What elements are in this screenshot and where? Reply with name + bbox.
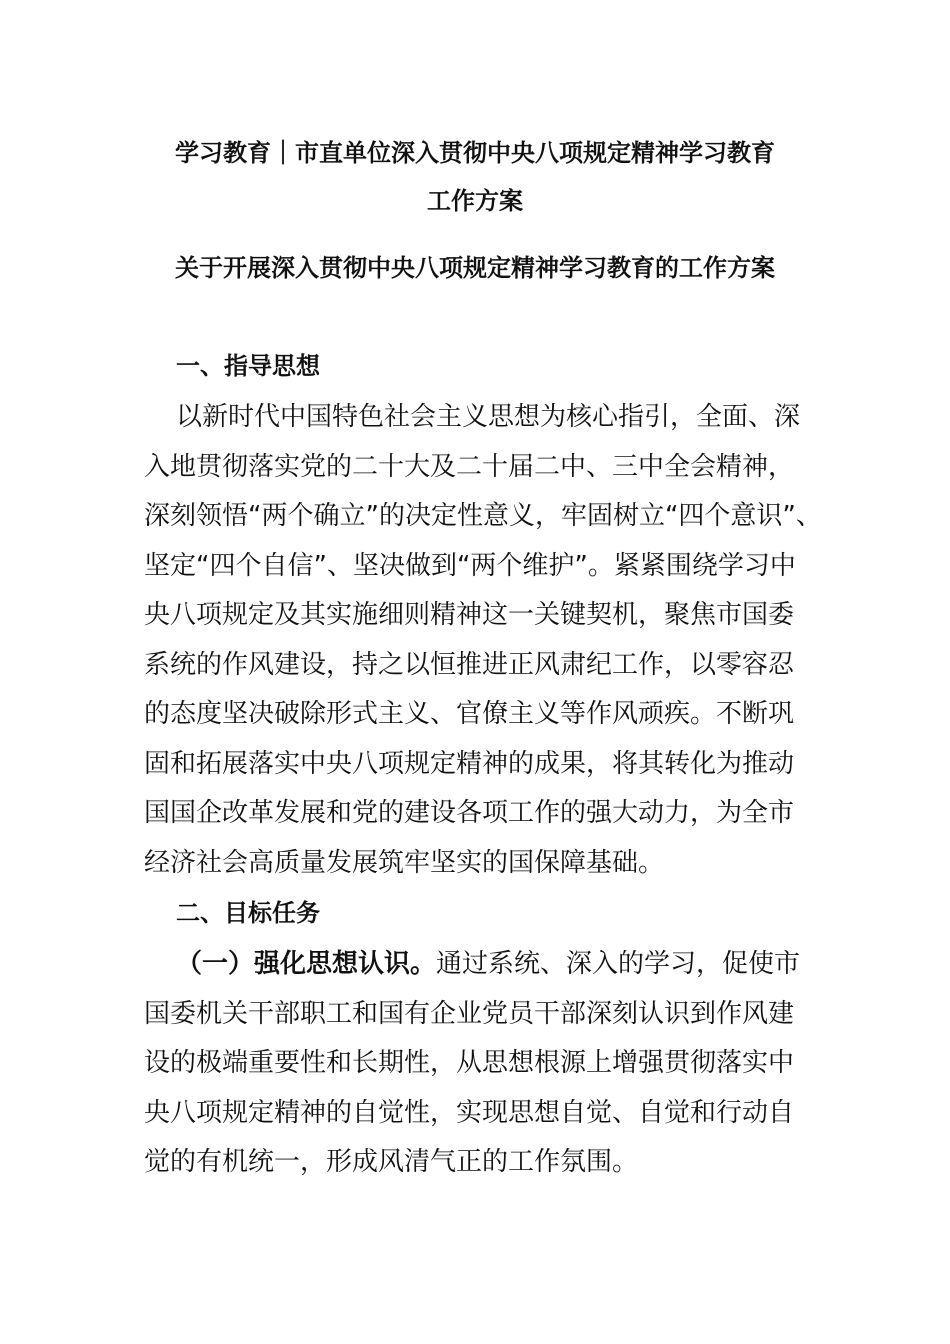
paragraph-line: 的态度坚决破除形式主义、官僚主义等作风顽疾。不断巩 — [144, 699, 795, 729]
paragraph-line: 设的极端重要性和长期性，从思想根源上增强贯彻落实中 — [144, 1048, 795, 1078]
item-lead-rest: 通过系统、深入的学习，促使市 — [436, 949, 801, 979]
section-heading-guiding-ideology: 一、指导思想 — [176, 352, 320, 380]
section-body-goals-tasks — [144, 940, 814, 1188]
paragraph-line: 系统的作风建设，持之以恒推进正风肃纪工作，以零容忍 — [144, 649, 795, 680]
paragraph-line: 经济社会高质量发展筑牢坚实的国保障基础。 — [144, 847, 665, 878]
paragraph-line: 央八项规定精神的自觉性，实现思想自觉、自觉和行动自 — [144, 1097, 795, 1128]
paragraph-line: 觉的有机统一，形成风清气正的工作氛围。 — [144, 1147, 639, 1177]
document-subtitle: 关于开展深入贯彻中央八项规定精神学习教育的工作方案 — [175, 254, 775, 282]
item-lead-strengthen-ideology: （一）强化思想认识。 — [176, 949, 437, 979]
paragraph-line: 固和拓展落实中央八项规定精神的成果，将其转化为推动 — [144, 748, 795, 779]
section-heading-goals-tasks: 二、目标任务 — [176, 899, 320, 927]
paragraph-line: 央八项规定及其实施细则精神这一关键契机，聚焦市国委 — [144, 600, 795, 630]
paragraph-line: 深刻领悟“两个确立”的决定性意义，牢固树立“四个意识”、 — [144, 501, 822, 531]
document-title-line-1: 学习教育｜市直单位深入贯彻中央八项规定精神学习教育 — [175, 139, 775, 167]
paragraph-line: 坚定“四个自信”、坚决做到“两个维护”。紧紧围绕学习中 — [144, 550, 796, 581]
paragraph-line: 国国企改革发展和党的建设各项工作的强大动力，为全市 — [144, 798, 795, 828]
section-body-guiding-ideology — [144, 393, 822, 888]
document-title-line-2: 工作方案 — [427, 187, 523, 215]
paragraph-line — [144, 940, 814, 990]
paragraph-line: 入地贯彻落实党的二十大及二十届二中、三中全会精神， — [144, 451, 795, 482]
paragraph-line: 国委机关干部职工和国有企业党员干部深刻认识到作风建 — [144, 998, 795, 1029]
paragraph-line: 以新时代中国特色社会主义思想为核心指引，全面、深 — [176, 402, 801, 432]
